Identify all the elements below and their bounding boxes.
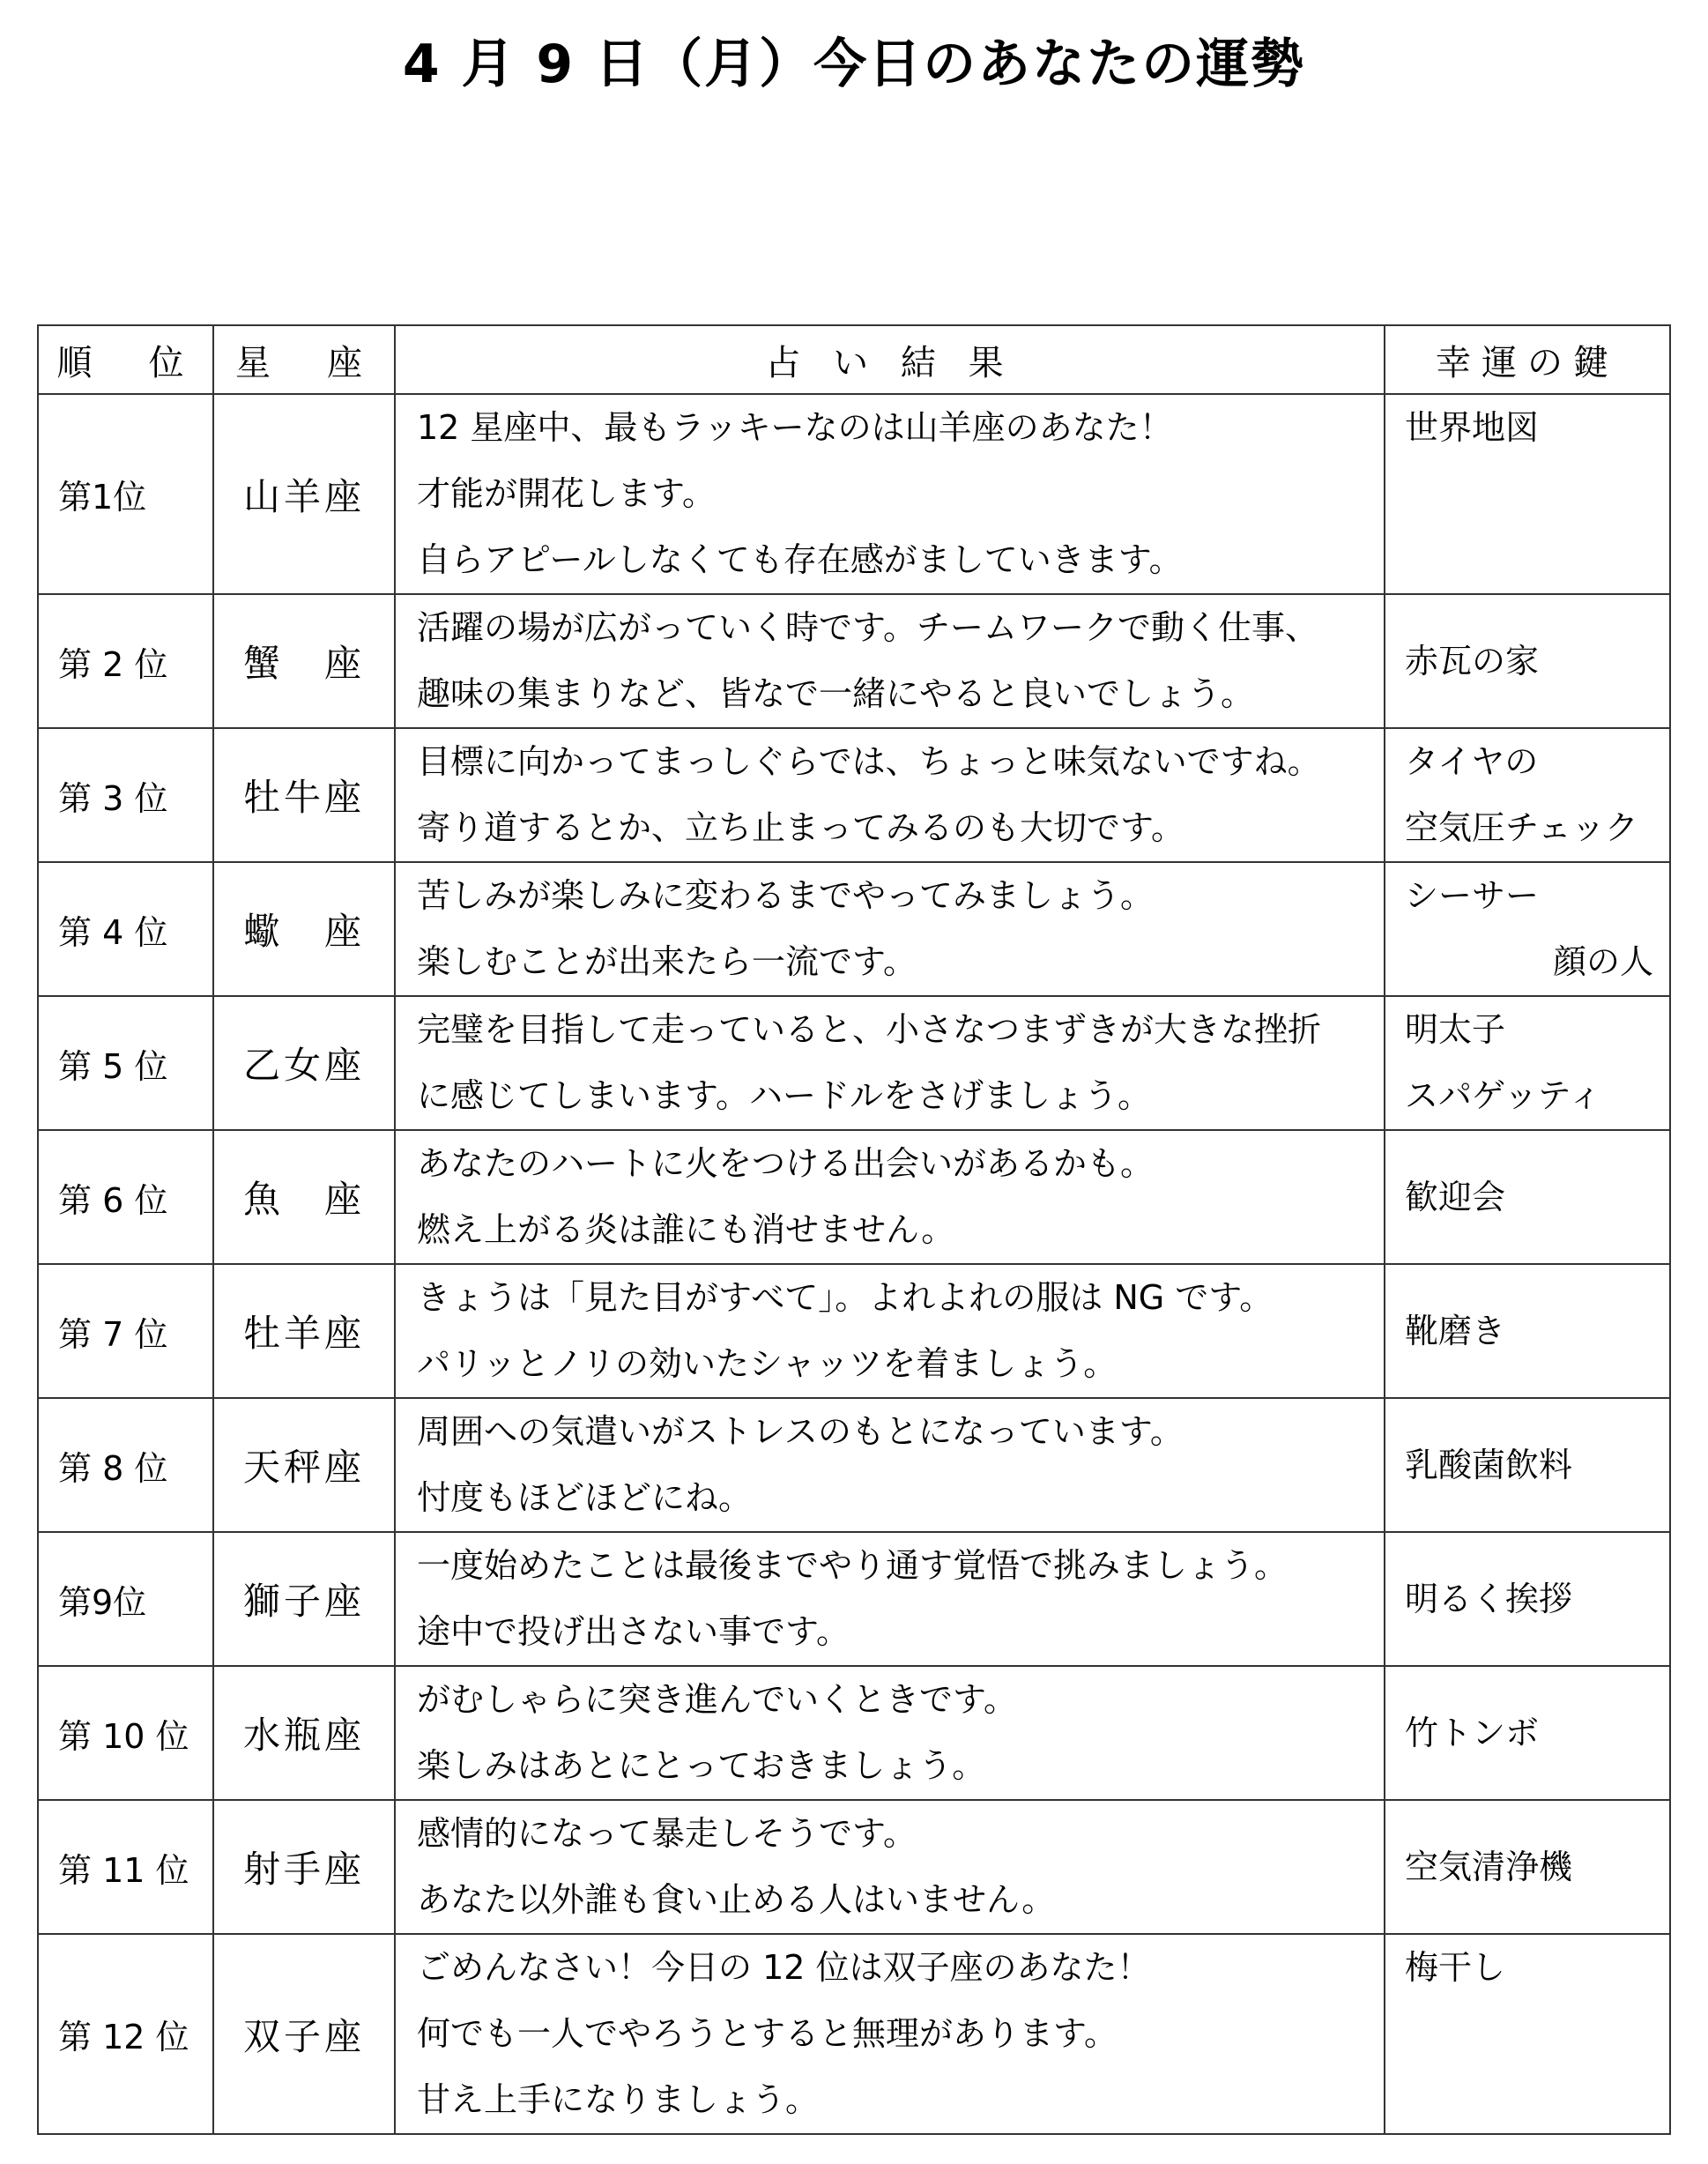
result-line: 寄り道するとか、立ち止まってみるのも大切です。 bbox=[417, 808, 1184, 847]
table-row bbox=[38, 1666, 1670, 1800]
table-row bbox=[38, 1130, 1670, 1264]
result-cell bbox=[395, 1666, 1385, 1800]
rank-cell: 第 10 位 bbox=[38, 1666, 213, 1800]
result-line: あなたのハートに火をつける出会いがあるかも。 bbox=[417, 1144, 1155, 1183]
result-line: に感じてしまいます。ハードルをさげましょう。 bbox=[417, 1076, 1151, 1115]
header-key: 幸運の鍵 bbox=[1385, 325, 1670, 394]
rank-cell: 第 5 位 bbox=[38, 996, 213, 1130]
sign-cell: 山羊座 bbox=[213, 394, 395, 594]
lucky-key-cell bbox=[1385, 1130, 1670, 1264]
lucky-key-cell bbox=[1385, 862, 1670, 996]
rank-cell: 第 11 位 bbox=[38, 1800, 213, 1934]
table-row bbox=[38, 394, 1670, 594]
lucky-key-cell bbox=[1385, 728, 1670, 862]
result-line: 趣味の集まりなど、皆なで一緒にやると良いでしょう。 bbox=[417, 674, 1255, 713]
result-line: 完璧を目指して走っていると、小さなつまずきが大きな挫折 bbox=[417, 1010, 1322, 1049]
lucky-key-line: 歓迎会 bbox=[1405, 1177, 1506, 1216]
lucky-key-line: 竹トンボ bbox=[1405, 1713, 1540, 1752]
lucky-key-line: 空気清浄機 bbox=[1405, 1847, 1573, 1886]
result-cell bbox=[395, 862, 1385, 996]
header-rank: 順 位 bbox=[38, 325, 213, 394]
header-result: 占 い 結 果 bbox=[395, 325, 1385, 394]
table-header-row bbox=[38, 325, 1670, 394]
result-line: 周囲への気遣いがストレスのもとになっています。 bbox=[417, 1412, 1184, 1451]
lucky-key-line: 乳酸菌飲料 bbox=[1405, 1445, 1573, 1484]
lucky-key-line: 赤瓦の家 bbox=[1405, 641, 1540, 680]
rank-cell: 第 2 位 bbox=[38, 594, 213, 728]
table-row bbox=[38, 1264, 1670, 1398]
rank-cell: 第1位 bbox=[38, 394, 213, 594]
rank-cell: 第 6 位 bbox=[38, 1130, 213, 1264]
table-row bbox=[38, 594, 1670, 728]
result-cell bbox=[395, 1130, 1385, 1264]
result-line: 何でも一人でやろうとすると無理があります。 bbox=[417, 2014, 1118, 2053]
sign-cell: 蟹 座 bbox=[213, 594, 395, 728]
rank-cell: 第 4 位 bbox=[38, 862, 213, 996]
lucky-key-line: 靴磨き bbox=[1405, 1311, 1506, 1350]
sign-cell: 牡牛座 bbox=[213, 728, 395, 862]
fortune-table bbox=[37, 324, 1671, 2135]
result-line: パリッとノリの効いたシャッツを着ましょう。 bbox=[417, 1344, 1118, 1383]
rank-cell: 第 8 位 bbox=[38, 1398, 213, 1532]
result-cell bbox=[395, 594, 1385, 728]
sign-cell: 射手座 bbox=[213, 1800, 395, 1934]
result-line: 楽しみはあとにとっておきましょう。 bbox=[417, 1746, 986, 1785]
table-row bbox=[38, 1398, 1670, 1532]
lucky-key-line: 明太子 bbox=[1405, 1010, 1506, 1049]
sign-cell: 牡羊座 bbox=[213, 1264, 395, 1398]
lucky-key-cell bbox=[1385, 594, 1670, 728]
lucky-key-line: スパゲッティ bbox=[1405, 1076, 1602, 1115]
sign-cell: 蠍 座 bbox=[213, 862, 395, 996]
sign-cell: 獅子座 bbox=[213, 1532, 395, 1666]
sign-cell: 魚 座 bbox=[213, 1130, 395, 1264]
page-title: 4 月 9 日（月）今日のあなたの運勢 bbox=[402, 33, 1306, 95]
result-line: 活躍の場が広がっていく時です。チームワークで動く仕事、 bbox=[417, 608, 1318, 647]
result-line: あなた以外誰も食い止める人はいません。 bbox=[417, 1880, 1056, 1919]
lucky-key-line: 空気圧チェック bbox=[1405, 808, 1638, 847]
lucky-key-cell bbox=[1385, 1532, 1670, 1666]
result-line: 忖度もほどほどにね。 bbox=[417, 1478, 753, 1517]
lucky-key-cell bbox=[1385, 1934, 1670, 2134]
result-line: 燃え上がる炎は誰にも消せません。 bbox=[417, 1210, 955, 1249]
rank-cell: 第 7 位 bbox=[38, 1264, 213, 1398]
sign-cell: 水瓶座 bbox=[213, 1666, 395, 1800]
result-line: 苦しみが楽しみに変わるまでやってみましょう。 bbox=[417, 876, 1155, 915]
result-cell bbox=[395, 728, 1385, 862]
lucky-key-line: 世界地図 bbox=[1405, 408, 1540, 447]
result-cell bbox=[395, 996, 1385, 1130]
result-cell bbox=[395, 1532, 1385, 1666]
rank-cell: 第 12 位 bbox=[38, 1934, 213, 2134]
header-sign: 星 座 bbox=[213, 325, 395, 394]
result-line: 才能が開花します。 bbox=[417, 474, 716, 513]
result-line: 感情的になって暴走しそうです。 bbox=[417, 1814, 917, 1853]
result-cell bbox=[395, 1264, 1385, 1398]
result-cell bbox=[395, 1800, 1385, 1934]
lucky-key-line: 明るく挨拶 bbox=[1405, 1579, 1573, 1618]
table-row bbox=[38, 1532, 1670, 1666]
rank-cell: 第 3 位 bbox=[38, 728, 213, 862]
result-line: がむしゃらに突き進んでいくときです。 bbox=[417, 1680, 1017, 1719]
table-row bbox=[38, 728, 1670, 862]
lucky-key-cell bbox=[1385, 1264, 1670, 1398]
result-line: 楽しむことが出来たら一流です。 bbox=[417, 942, 917, 981]
lucky-key-line: タイヤの bbox=[1405, 742, 1539, 781]
result-cell bbox=[395, 1398, 1385, 1532]
result-cell bbox=[395, 1934, 1385, 2134]
sign-cell: 双子座 bbox=[213, 1934, 395, 2134]
result-line: ごめんなさい！今日の 12 位は双子座のあなた！ bbox=[417, 1948, 1151, 1987]
lucky-key-line: 顔の人 bbox=[1552, 942, 1653, 981]
result-line: 途中で投げ出さない事です。 bbox=[417, 1612, 850, 1651]
lucky-key-line: シーサー bbox=[1405, 876, 1540, 915]
result-line: きょうは「見た目がすべて」。よれよれの服は NG です。 bbox=[417, 1278, 1274, 1317]
result-line: 目標に向かってまっしぐらでは、ちょっと味気ないですね。 bbox=[417, 742, 1321, 781]
sign-cell: 乙女座 bbox=[213, 996, 395, 1130]
rank-cell: 第9位 bbox=[38, 1532, 213, 1666]
result-line: 自らアピールしなくても存在感がましていきます。 bbox=[417, 540, 1183, 579]
table-row bbox=[38, 1800, 1670, 1934]
table-row bbox=[38, 862, 1670, 996]
lucky-key-cell bbox=[1385, 1398, 1670, 1532]
lucky-key-line: 梅干し bbox=[1405, 1948, 1506, 1987]
table-row bbox=[38, 996, 1670, 1130]
result-line: 一度始めたことは最後までやり通す覚悟で挑みましょう。 bbox=[417, 1546, 1288, 1585]
lucky-key-cell bbox=[1385, 1800, 1670, 1934]
lucky-key-cell bbox=[1385, 394, 1670, 594]
result-line: 甘え上手になりましょう。 bbox=[417, 2080, 820, 2119]
lucky-key-cell bbox=[1385, 996, 1670, 1130]
result-line: 12 星座中、最もラッキーなのは山羊座のあなた！ bbox=[417, 408, 1173, 447]
result-cell bbox=[395, 394, 1385, 594]
lucky-key-cell bbox=[1385, 1666, 1670, 1800]
sign-cell: 天秤座 bbox=[213, 1398, 395, 1532]
table-row bbox=[38, 1934, 1670, 2134]
